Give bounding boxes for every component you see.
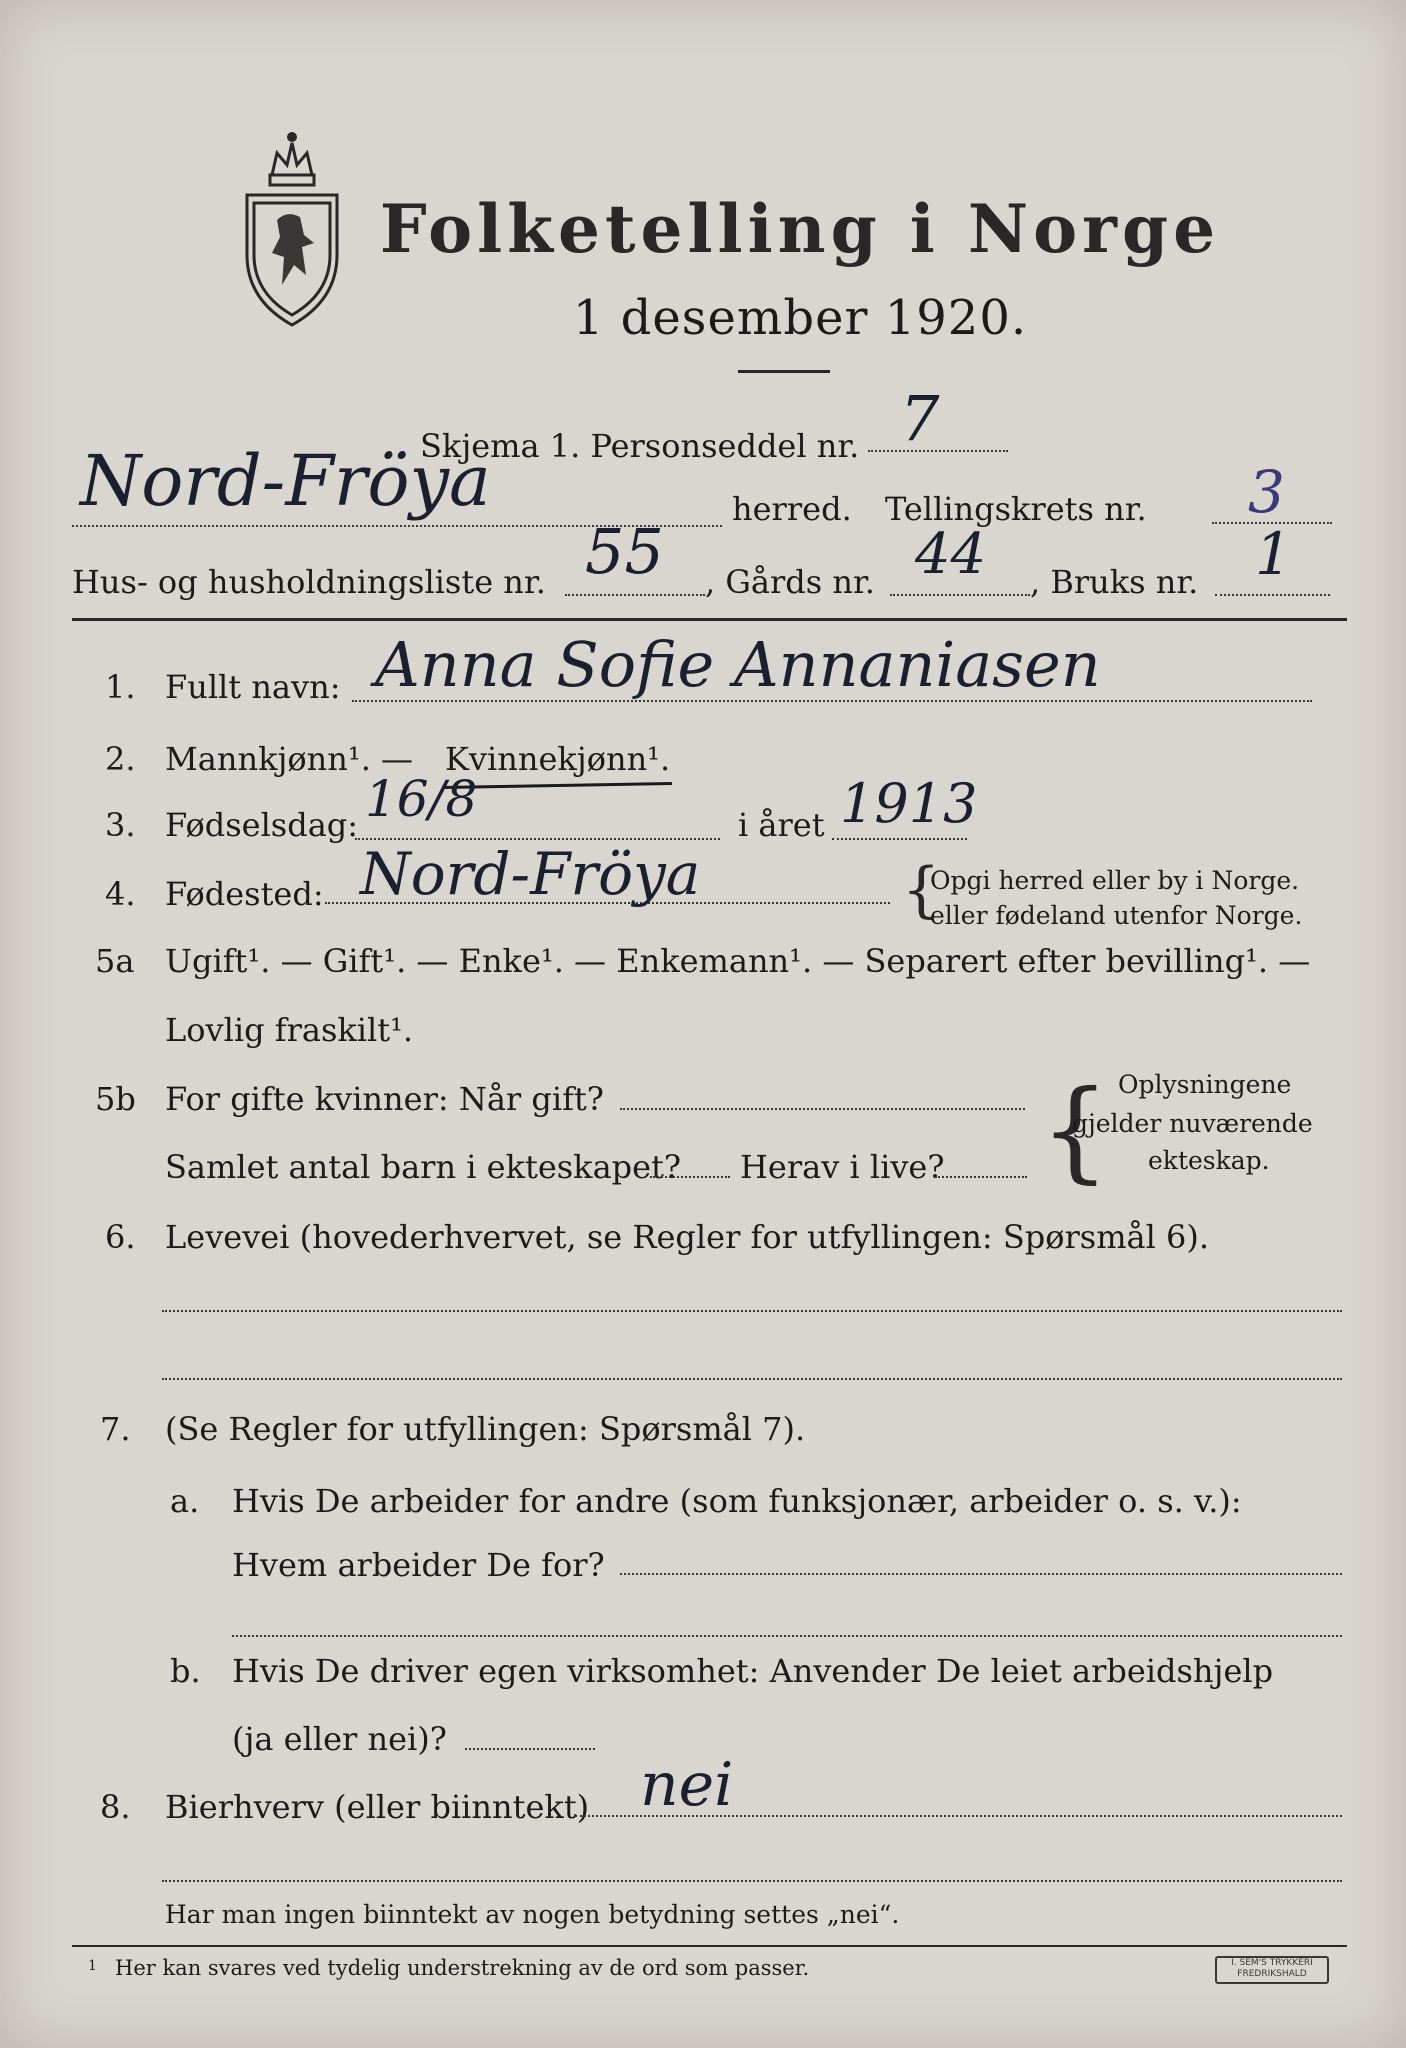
q1-value[interactable]: Anna Sofie Annaniasen bbox=[375, 628, 1101, 701]
q7-number: 7. bbox=[100, 1410, 131, 1448]
q4-brace: { bbox=[902, 855, 941, 925]
q2-number: 2. bbox=[105, 740, 136, 778]
q7a-line2: Hvem arbeider De for? bbox=[232, 1546, 605, 1584]
q7a-line1: Hvis De arbeider for andre (som funksjonær, arbeider o. s. v.): bbox=[232, 1482, 1242, 1520]
q6-number: 6. bbox=[105, 1218, 136, 1256]
form-date: 1 desember 1920. bbox=[572, 290, 1028, 346]
q8-value[interactable]: nei bbox=[640, 1750, 734, 1820]
footnote-mark: 1 bbox=[88, 1958, 97, 1974]
herred-value[interactable]: Nord-Fröya bbox=[80, 440, 491, 522]
q5b-note-line2: gjelder nuværende bbox=[1072, 1109, 1313, 1138]
q5a-number: 5a bbox=[95, 942, 135, 980]
q3-label: Fødselsdag: bbox=[165, 806, 359, 844]
gards-field-line bbox=[890, 594, 1030, 596]
q4-value[interactable]: Nord-Fröya bbox=[360, 840, 701, 908]
q2-female-option[interactable]: Kvinnekjønn¹. bbox=[445, 740, 671, 778]
q5b-alive-label: Herav i live? bbox=[740, 1148, 945, 1186]
bruks-value[interactable]: 1 bbox=[1255, 520, 1292, 588]
q7b-line2: (ja eller nei)? bbox=[232, 1720, 447, 1758]
tellingskrets-label: Tellingskrets nr. bbox=[885, 490, 1147, 528]
q3-year-label: i året bbox=[738, 806, 825, 844]
bottom-note: Har man ingen biinntekt av nogen betydning settes „nei“. bbox=[165, 1900, 900, 1929]
q2-male-option[interactable]: Mannkjønn¹. — bbox=[165, 740, 414, 778]
liste-field-line bbox=[565, 594, 705, 596]
q7b-field-line bbox=[465, 1748, 595, 1750]
q5b-married-field-line bbox=[620, 1108, 1025, 1110]
form-title: Folketelling i Norge bbox=[379, 190, 1221, 268]
q7a-field-line1 bbox=[620, 1573, 1342, 1575]
skjema-value[interactable]: 7 bbox=[900, 382, 940, 455]
printer-stamp: I. SEM'S TRYKKERI FREDRIKSHALD bbox=[1215, 1956, 1329, 1984]
q7-label: (Se Regler for utfyllingen: Spørsmål 7). bbox=[165, 1410, 806, 1448]
bruks-field-line bbox=[1215, 594, 1330, 596]
q7b-line1: Hvis De driver egen virksomhet: Anvender De leiet arbeidshjelp bbox=[232, 1652, 1274, 1690]
q1-number: 1. bbox=[105, 668, 136, 706]
norway-coat-of-arms-icon bbox=[232, 125, 352, 335]
q4-number: 4. bbox=[105, 875, 136, 913]
q3-year-value[interactable]: 1913 bbox=[840, 772, 978, 835]
q5a-options-line2[interactable]: Lovlig fraskilt¹. bbox=[165, 1011, 414, 1049]
skjema-label: Skjema 1. Personseddel nr. bbox=[420, 427, 860, 465]
q5b-children-field-line bbox=[650, 1176, 730, 1178]
header-divider bbox=[72, 618, 1347, 621]
q5b-brace: { bbox=[1040, 1066, 1110, 1194]
gards-label: , Gårds nr. bbox=[705, 563, 875, 601]
q3-year-field-line bbox=[832, 838, 967, 840]
q7b-number: b. bbox=[170, 1652, 201, 1690]
herred-label: herred. bbox=[732, 490, 852, 528]
q1-label: Fullt navn: bbox=[165, 668, 341, 706]
footnote-divider bbox=[72, 1945, 1347, 1947]
tellingskrets-value[interactable]: 3 bbox=[1248, 458, 1285, 526]
q8-field-line2 bbox=[162, 1880, 1342, 1882]
q5b-note-line1: Oplysningene bbox=[1118, 1070, 1292, 1099]
q5a-options-line1[interactable]: Ugift¹. — Gift¹. — Enke¹. — Enkemann¹. — Separert efter bevilling¹. — bbox=[165, 942, 1311, 980]
q5b-children-label: Samlet antal barn i ekteskapet? bbox=[165, 1148, 682, 1186]
q7a-number: a. bbox=[170, 1482, 200, 1520]
q7a-field-line2 bbox=[232, 1635, 1342, 1637]
q5b-alive-field-line bbox=[935, 1176, 1027, 1178]
q6-field-line2 bbox=[162, 1378, 1342, 1380]
q8-number: 8. bbox=[100, 1788, 131, 1826]
q4-note-line2: eller fødeland utenfor Norge. bbox=[930, 901, 1303, 930]
q5b-married-label: For gifte kvinner: Når gift? bbox=[165, 1080, 604, 1118]
bruks-label: , Bruks nr. bbox=[1030, 563, 1199, 601]
divider-short bbox=[738, 370, 830, 373]
q5b-number: 5b bbox=[95, 1080, 136, 1118]
q6-label: Levevei (hovederhvervet, se Regler for utfyllingen: Spørsmål 6). bbox=[165, 1218, 1210, 1256]
liste-value[interactable]: 55 bbox=[585, 515, 664, 588]
q3-value[interactable]: 16/8 bbox=[365, 770, 478, 828]
q4-label: Fødested: bbox=[165, 875, 324, 913]
q3-number: 3. bbox=[105, 806, 136, 844]
q8-label: Bierhverv (eller biinntekt) bbox=[165, 1788, 590, 1826]
q6-field-line1 bbox=[162, 1310, 1342, 1312]
footnote-text: Her kan svares ved tydelig understrekning av de ord som passer. bbox=[115, 1956, 810, 1980]
gards-value[interactable]: 44 bbox=[915, 522, 987, 587]
liste-label: Hus- og husholdningsliste nr. bbox=[72, 563, 546, 601]
q5b-note-line3: ekteskap. bbox=[1148, 1146, 1270, 1175]
q4-note-line1: Opgi herred eller by i Norge. bbox=[930, 866, 1300, 895]
